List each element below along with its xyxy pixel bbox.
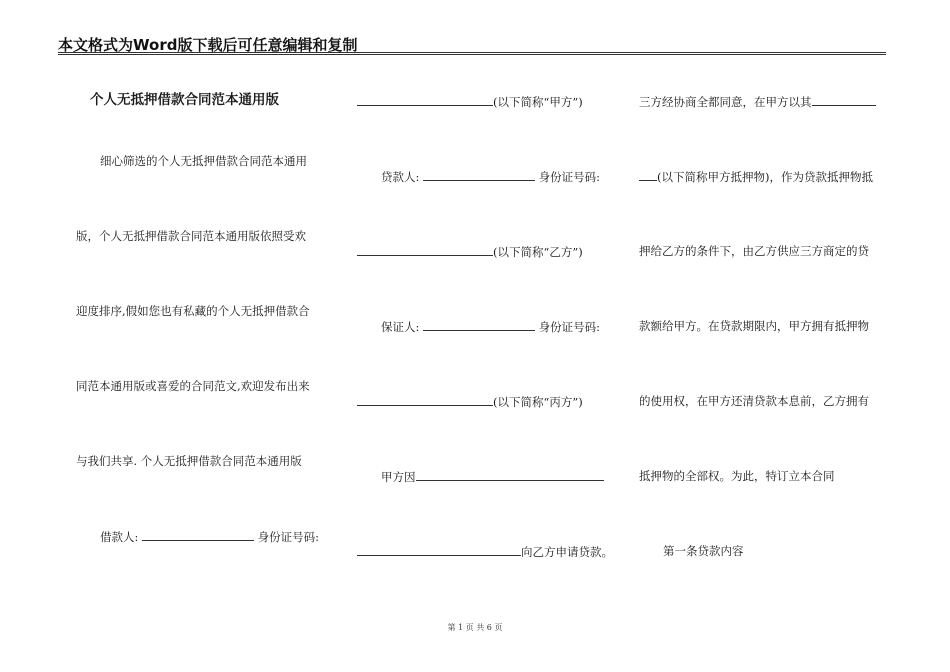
contract-title: 个人无抵押借款合同范本通用版 [90, 92, 279, 108]
lender-id-label: 身份证号码: [538, 170, 601, 184]
document-header-title: 本文格式为Word版下载后可任意编辑和复制 [58, 36, 358, 54]
collateral-blank[interactable] [812, 94, 876, 106]
party-b-suffix: (以下简称“乙方”) [493, 245, 583, 259]
guarantor-id-label: 身份证号码: [538, 320, 601, 334]
party-b-line [357, 244, 583, 259]
cause-blank[interactable] [416, 469, 604, 481]
lender-label: 贷款人: [381, 170, 420, 184]
terms-line-3: 押给乙方的条件下，由乙方供应三方商定的贷 [639, 244, 869, 258]
terms-line-2-text: (以下简称甲方抵押物)，作为贷款抵押物抵 [657, 170, 873, 184]
collateral-blank-2[interactable] [639, 169, 657, 181]
terms-line-1 [639, 94, 876, 109]
guarantor-label: 保证人: [381, 320, 420, 334]
borrower-line [100, 529, 319, 544]
terms-line-4: 款额给甲方。在贷款期限内，甲方拥有抵押物 [639, 319, 869, 333]
party-a-suffix: (以下简称“甲方”) [493, 95, 583, 109]
cause-line [381, 469, 604, 484]
apply-blank[interactable] [357, 544, 521, 556]
guarantor-line [381, 319, 600, 334]
borrower-id-label: 身份证号码: [257, 530, 320, 544]
party-a-line [357, 94, 583, 109]
intro-line-5: 与我们共享. 个人无抵押借款合同范本通用版 [76, 454, 302, 468]
intro-line-1: 细心筛选的个人无抵押借款合同范本通用 [100, 154, 307, 168]
borrower-name-blank[interactable] [142, 529, 254, 541]
lender-line [381, 169, 600, 184]
party-c-blank[interactable] [357, 394, 493, 406]
party-b-blank[interactable] [357, 244, 493, 256]
terms-line-2 [639, 169, 873, 184]
intro-line-3: 迎度排序,假如您也有私藏的个人无抵押借款合 [76, 304, 310, 318]
intro-line-2: 版，个人无抵押借款合同范本通用版依照受欢 [76, 229, 306, 243]
guarantor-name-blank[interactable] [423, 319, 535, 331]
apply-text: 向乙方申请贷款。 [521, 545, 613, 559]
lender-name-blank[interactable] [423, 169, 535, 181]
terms-line-5: 的使用权，在甲方还清贷款本息前，乙方拥有 [639, 394, 869, 408]
party-c-line [357, 394, 583, 409]
apply-line [357, 544, 613, 559]
cause-label: 甲方因 [381, 470, 416, 484]
party-c-suffix: (以下简称“丙方”) [493, 395, 583, 409]
borrower-label: 借款人: [100, 530, 139, 544]
party-a-blank[interactable] [357, 94, 493, 106]
header-rule-top [58, 52, 886, 53]
page-number: 第 1 页 共 6 页 [447, 623, 503, 632]
terms-line-6: 抵押物的全部权。为此，特订立本合同 [639, 469, 835, 483]
header-rule-bottom [58, 54, 886, 55]
terms-line-1-text: 三方经协商全都同意，在甲方以其 [639, 95, 812, 109]
article-1-heading: 第一条贷款内容 [663, 544, 744, 558]
intro-line-4: 同范本通用版或喜爱的合同范文,欢迎发布出来 [76, 379, 310, 393]
